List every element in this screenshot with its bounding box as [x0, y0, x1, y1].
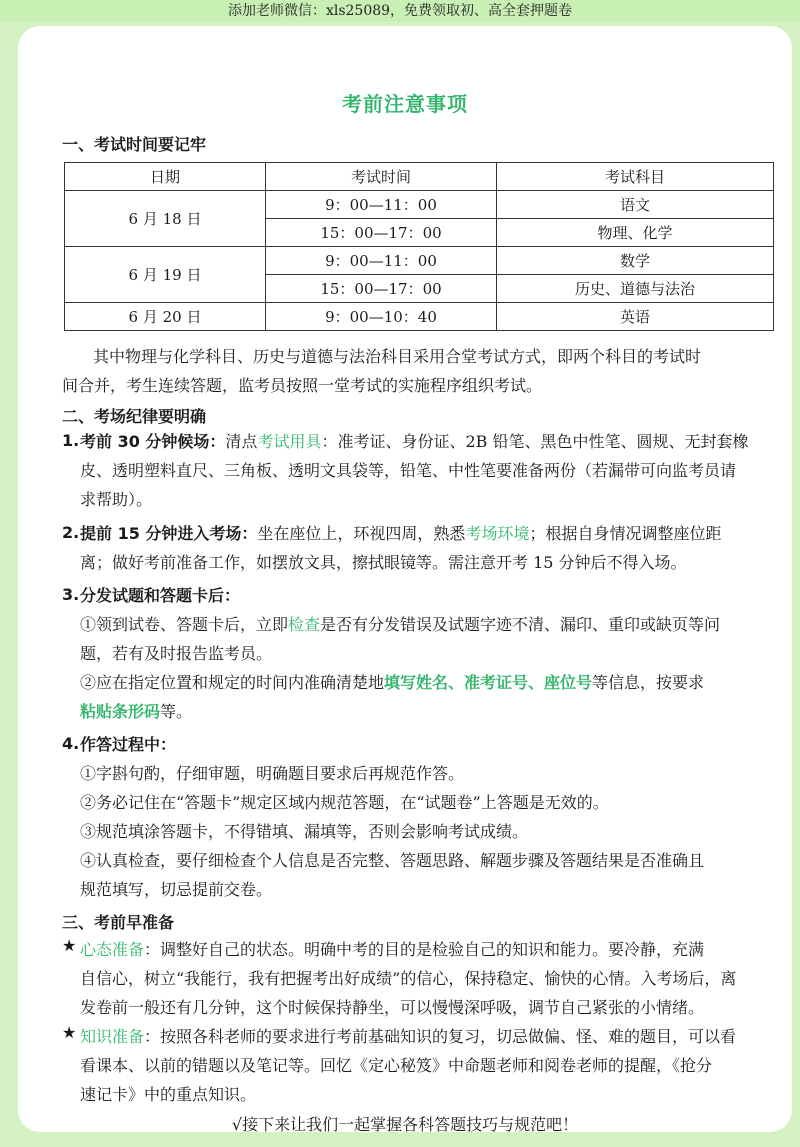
time-cell: 9：00—11：00	[266, 191, 497, 219]
item1-line1	[80, 427, 790, 456]
item3-b-pre: ②应在指定位置和规定的时间内准确清楚地	[80, 673, 385, 692]
header-time: 考试时间	[266, 163, 497, 191]
prep1-line3: 发卷前一般还有几分钟，这个时候保持静坐，可以慢慢深呼吸，调节自己紧张的小情绪。	[80, 998, 705, 1017]
item3-label: 分发试题和答题卡后：	[80, 586, 241, 605]
subject-cell: 历史、道德与法治	[497, 275, 774, 303]
closing-line: √接下来让我们一起掌握各科答题技巧与规范吧！	[231, 1115, 579, 1134]
prep2-line1	[80, 1022, 790, 1051]
item3-b-post: 等信息，按要求	[592, 673, 705, 692]
star-icon: ★	[62, 936, 77, 955]
table-header-row	[65, 163, 774, 191]
top-banner: 添加老师微信：xls25089，免费领取初、高全套押题卷	[0, 0, 800, 22]
schedule-note-line2: 间合并，考生连续答题，监考员按照一堂考试的实施程序组织考试。	[62, 376, 543, 395]
item1-label: 考前 30 分钟候场：	[80, 432, 226, 451]
time-cell: 15：00—17：00	[266, 219, 497, 247]
item3-b-highlight: 填写姓名、准考证号、座位号	[384, 673, 593, 692]
item3-a-highlight: 检查	[288, 615, 321, 634]
section2-heading: 二、考场纪律要明确	[62, 407, 207, 426]
item1-highlight: 考试用具	[257, 432, 322, 451]
table-row	[65, 191, 774, 219]
item2-line1	[80, 519, 790, 548]
section1-heading: 一、考试时间要记牢	[62, 135, 207, 154]
date-cell: 6 月 18 日	[65, 191, 266, 247]
table-row	[65, 303, 774, 331]
prep2-text: ：按照各科老师的要求进行考前基础知识的复习，切忌做偏、怪、难的题目，可以看	[144, 1027, 737, 1046]
prep1-line1	[80, 935, 790, 964]
prep2-highlight: 知识准备	[80, 1027, 145, 1046]
subject-cell: 英语	[497, 303, 774, 331]
star-icon: ★	[62, 1023, 77, 1042]
page-title: 考前注意事项	[342, 92, 468, 116]
subject-cell: 语文	[497, 191, 774, 219]
item2-number: 2.	[62, 523, 80, 542]
item1-line2: 皮、透明塑料直尺、三角板、透明文具袋等，铅笔、中性笔要准备两份（若漏带可向监考员请	[80, 461, 737, 480]
prep1-line2: 自信心，树立“我能行，我有把握考出好成绩”的信心，保持稳定、愉快的心情。入考场后，离	[80, 969, 737, 988]
section3-heading: 三、考前早准备	[62, 913, 175, 932]
item3-line1	[80, 581, 790, 610]
item1-pre: 清点	[225, 432, 258, 451]
item4-line: ③规范填涂答题卡，不得错填、漏填等，否则会影响考试成绩。	[80, 822, 529, 841]
item2-pre: 坐在座位上，环视四周，熟悉	[257, 524, 466, 543]
schedule-note-line1: 其中物理与化学科目、历史与道德与法治科目采用合堂考试方式，即两个科目的考试时	[93, 347, 702, 366]
header-subject: 考试科目	[497, 163, 774, 191]
page-sheet	[18, 26, 792, 1132]
prep1-highlight: 心态准备	[80, 940, 145, 959]
item3-a-line2: 题，若有及时报告监考员。	[80, 644, 273, 663]
prep1-text: ：调整好自己的状态。明确中考的目的是检验自己的知识和能力。要冷静，充满	[144, 940, 705, 959]
item3-a-post: 是否有分发错误及试题字迹不清、漏印、重印或缺页等问	[320, 615, 721, 634]
item2-post: ；根据自身情况调整座位距	[529, 524, 722, 543]
time-cell: 15：00—17：00	[266, 275, 497, 303]
table-row	[65, 247, 774, 275]
exam-schedule-table	[64, 162, 774, 331]
item2-highlight: 考场环境	[465, 524, 530, 543]
item3-b-line1	[80, 668, 790, 697]
item2-label: 提前 15 分钟进入考场：	[80, 524, 258, 543]
item1-line3: 求帮助）。	[80, 490, 153, 509]
item1-number: 1.	[62, 431, 80, 450]
prep2-line2: 看课本、以前的错题以及笔记等。回忆《定心秘笈》中命题老师和阅卷老师的提醒，《抢分	[80, 1056, 713, 1075]
item4-label-line	[80, 730, 790, 759]
item3-a-pre: ①领到试卷、答题卡后，立即	[80, 615, 289, 634]
page-frame	[0, 22, 800, 1147]
prep2-line3: 速记卡》中的重点知识。	[80, 1085, 257, 1104]
item4-line: ④认真检查，要仔细检查个人信息是否完整、答题思路、解题步骤及答题结果是否准确且	[80, 851, 705, 870]
item3-b-highlight2: 粘贴条形码	[80, 702, 161, 721]
item4-line: ②务必记住在“答题卡”规定区域内规范答题，在“试题卷”上答题是无效的。	[80, 793, 609, 812]
item3-number: 3.	[62, 585, 80, 604]
header-date: 日期	[65, 163, 266, 191]
subject-cell: 物理、化学	[497, 219, 774, 247]
time-cell: 9：00—10：40	[266, 303, 497, 331]
item3-b-line2	[80, 697, 790, 726]
item4-number: 4.	[62, 734, 80, 753]
time-cell: 9：00—11：00	[266, 247, 497, 275]
item2-line2: 离；做好考前准备工作，如摆放文具，擦拭眼镜等。需注意开考 15 分钟后不得入场。	[80, 553, 687, 572]
item3-b-post2: 等。	[160, 702, 193, 721]
item4-label: 作答过程中：	[80, 735, 177, 754]
item1-post: ：准考证、身份证、2B 铅笔、黑色中性笔、圆规、无封套橡	[321, 432, 749, 451]
item4-line: ①字斟句酌，仔细审题，明确题目要求后再规范作答。	[80, 764, 465, 783]
date-cell: 6 月 19 日	[65, 247, 266, 303]
date-cell: 6 月 20 日	[65, 303, 266, 331]
item3-a-line1	[80, 610, 790, 639]
subject-cell: 数学	[497, 247, 774, 275]
item4-line: 规范填写，切忌提前交卷。	[80, 880, 273, 899]
